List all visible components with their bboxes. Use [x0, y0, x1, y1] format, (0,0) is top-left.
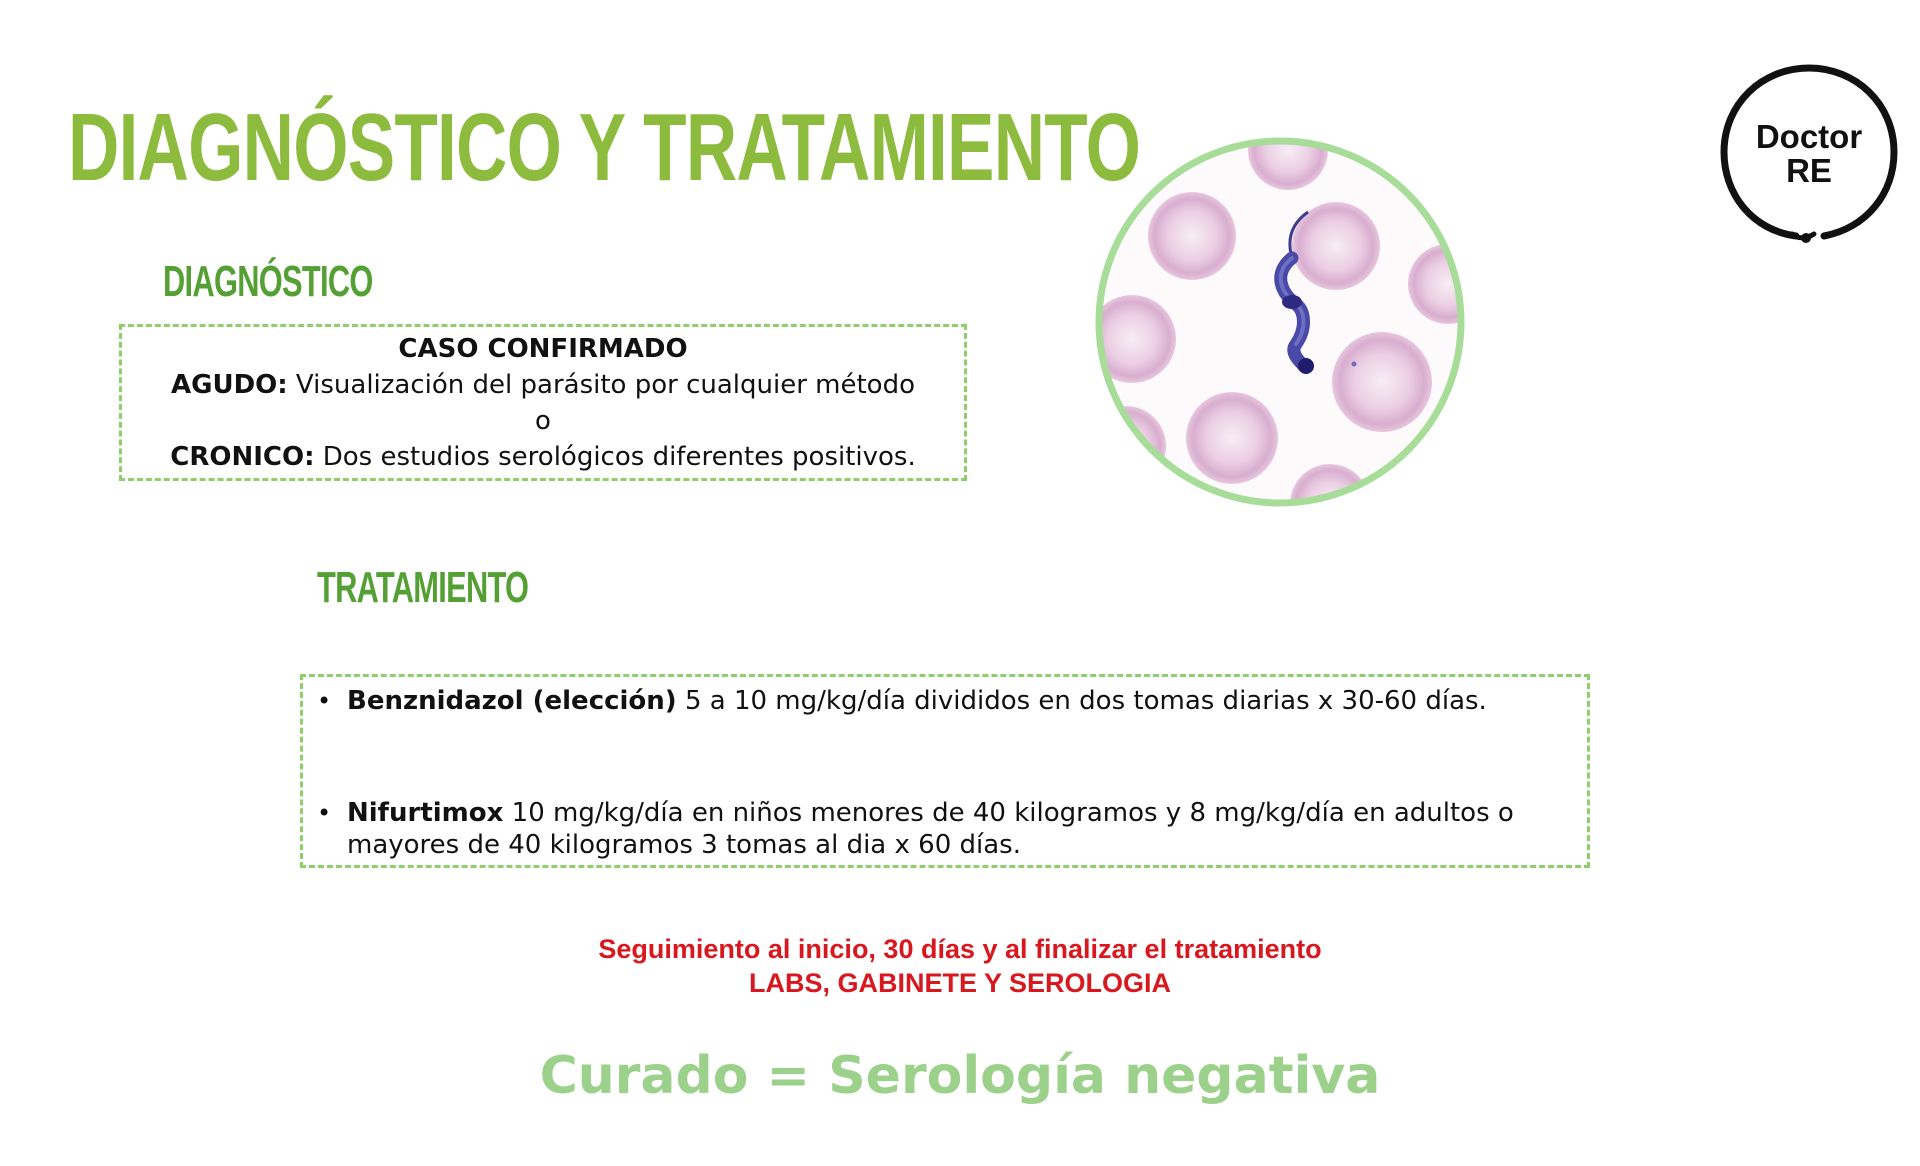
cronico-label: CRONICO: [170, 442, 315, 472]
caso-confirmado-title: CASO CONFIRMADO [398, 334, 688, 364]
criteria-separator: o [535, 406, 551, 436]
seguimiento-line-1: Seguimiento al inicio, 30 días y al finalizar el tratamiento [598, 934, 1322, 964]
bullet-icon: • [317, 687, 332, 715]
agudo-label: AGUDO: [171, 370, 288, 400]
curado-statement: Curado = Serología negativa [539, 1046, 1381, 1106]
cronico-text: Dos estudios serológicos diferentes positivos. [314, 442, 916, 472]
bullet-icon: • [317, 799, 332, 827]
logo-text-line-2: RE [1786, 152, 1832, 189]
doctor-re-logo [1716, 60, 1902, 246]
logo-text [1716, 120, 1902, 188]
drug-name: Benznidazol (elección) [347, 686, 677, 716]
diagnostico-box [119, 324, 967, 481]
diagnostico-heading: DIAGNÓSTICO [163, 257, 373, 306]
agudo-criteria [122, 367, 964, 403]
microscopy-trypanosome-image [1092, 134, 1468, 510]
seguimiento-line-2: LABS, GABINETE Y SEROLOGIA [748, 968, 1172, 998]
page-title: DIAGNÓSTICO Y TRATAMIENTO [68, 94, 1141, 201]
tratamiento-box [300, 674, 1590, 868]
tratamiento-heading: TRATAMIENTO [317, 563, 529, 612]
drug-name: Nifurtimox [347, 798, 504, 828]
drug-dosage: 5 a 10 mg/kg/día divididos en dos tomas diarias x 30-60 días. [676, 686, 1487, 716]
treatment-item-benznidazol [317, 685, 1567, 717]
drug-dosage: 10 mg/kg/día en niños menores de 40 kilogramos y 8 mg/kg/día en adultos o mayores de 40 kilogramos 3 tomas al dia x 60 días. [347, 798, 1514, 860]
cronico-criteria [122, 439, 964, 475]
treatment-item-nifurtimox [317, 797, 1567, 861]
agudo-text: Visualización del parásito por cualquier método [287, 370, 915, 400]
seguimiento-note [0, 932, 1920, 1000]
logo-text-line-1: Doctor [1755, 118, 1863, 155]
